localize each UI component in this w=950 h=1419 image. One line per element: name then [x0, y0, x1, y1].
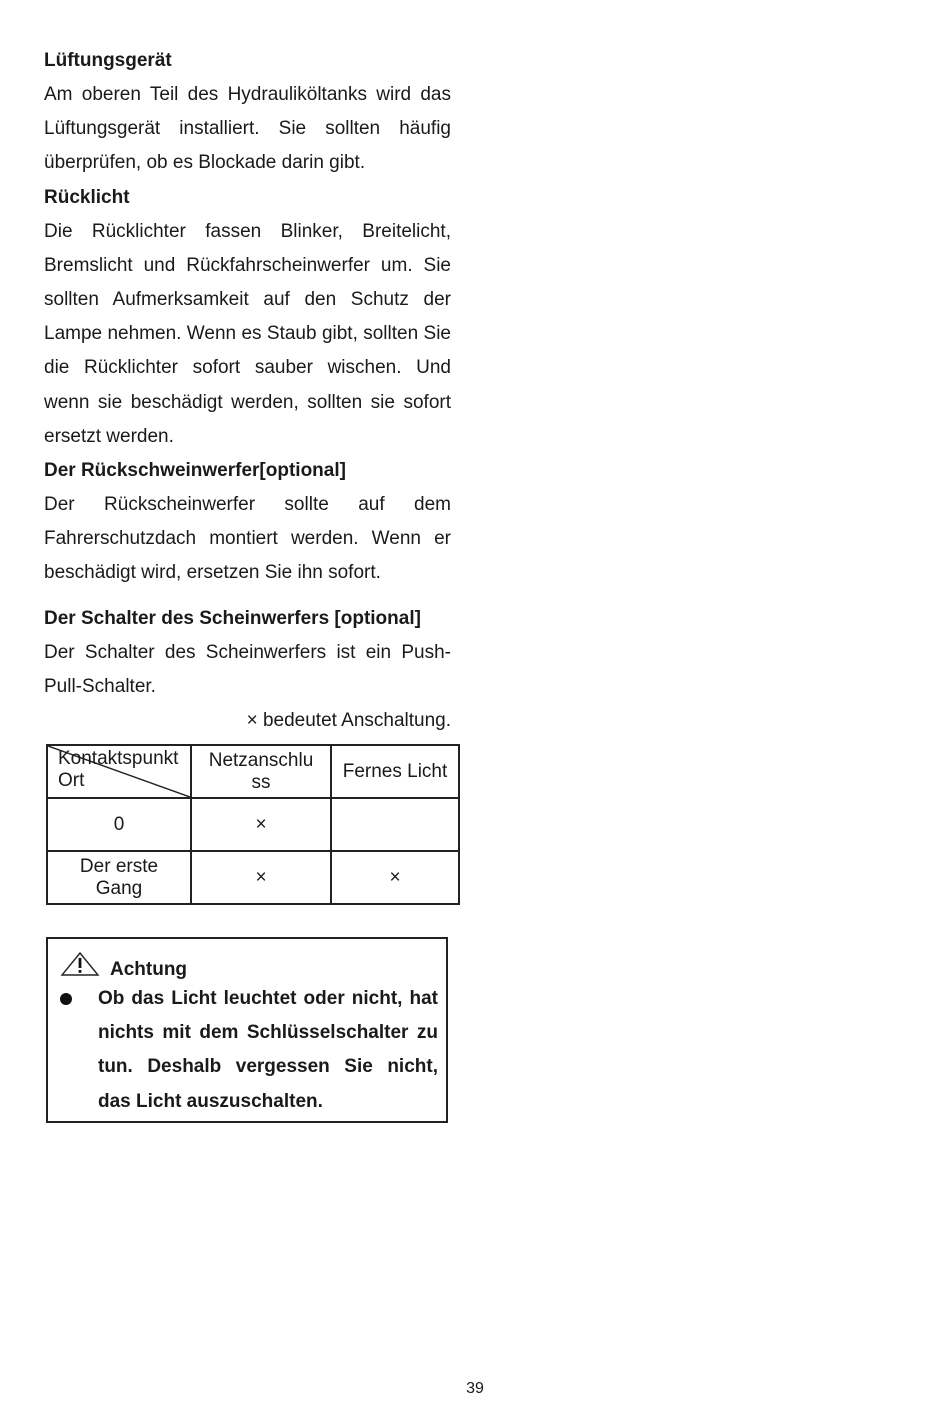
warning-title: Achtung — [110, 959, 188, 980]
heading-rear-lamp: Der Rückschweinwerfer[optional] — [44, 460, 346, 482]
page-number: 39 — [466, 1380, 484, 1397]
table-header-col2: Fernes Licht — [331, 745, 459, 798]
table-row — [47, 851, 459, 904]
section-vent — [44, 44, 451, 591]
heading-switch: Der Schalter des Scheinwerfers [optional] — [44, 608, 421, 629]
corner-top-label: Kontaktspunkt — [58, 748, 179, 769]
switch-table — [46, 744, 460, 905]
text-rear-lamp: Der Rückscheinwerfer sollte auf dem Fahrerschutzdach montiert werden. Wenn er beschädigt wird, ersetzen Sie ihn sofort. — [44, 494, 451, 584]
row-label: Der erste Gang — [47, 851, 191, 904]
row-cell: × — [191, 851, 331, 904]
warning-box — [46, 937, 448, 1123]
table-header-col1: Netzanschlu ss — [191, 745, 331, 798]
corner-bottom-label: Ort — [58, 770, 85, 791]
heading-vent: Lüftungsgerät — [44, 50, 172, 71]
bullet-icon — [60, 993, 72, 1005]
warning-text: Ob das Licht leuchtet oder nicht, hat nichts mit dem Schlüsselschalter zu tun. Deshalb vergessen Sie nicht, das Licht auszuschalten. — [98, 988, 438, 1112]
row-label: 0 — [47, 798, 191, 851]
row-cell: × — [191, 798, 331, 851]
legend-text: × bedeutet Anschaltung. — [246, 710, 451, 732]
heading-tail-light: Rücklicht — [44, 186, 130, 208]
section-switch — [44, 602, 451, 738]
warning-icon — [60, 951, 100, 977]
table-header-row — [47, 745, 459, 798]
text-tail-light: Die Rücklichter fassen Blinker, Breitelicht, Bremslicht und Rückfahrscheinwerfer um. Sie sollten Aufmerksamkeit auf den Schutz der Lampe nehmen. Wenn es Staub gibt, sollten Sie die Rücklichter sofort sauber wischen. Und wenn sie beschädigt werden, sollten sie sofort ersetzt werden. — [44, 220, 451, 447]
row-cell: × — [331, 851, 459, 904]
text-switch: Der Schalter des Scheinwerfers ist ein Push-Pull-Schalter. — [44, 642, 451, 698]
table-row — [47, 798, 459, 851]
row-cell — [331, 798, 459, 851]
text-vent: Am oberen Teil des Hydrauliköltanks wird das Lüftungsgerät installiert. Sie sollten häufig überprüfen, ob es Blockade darin gibt. — [44, 84, 451, 174]
table-corner-cell — [47, 745, 191, 798]
